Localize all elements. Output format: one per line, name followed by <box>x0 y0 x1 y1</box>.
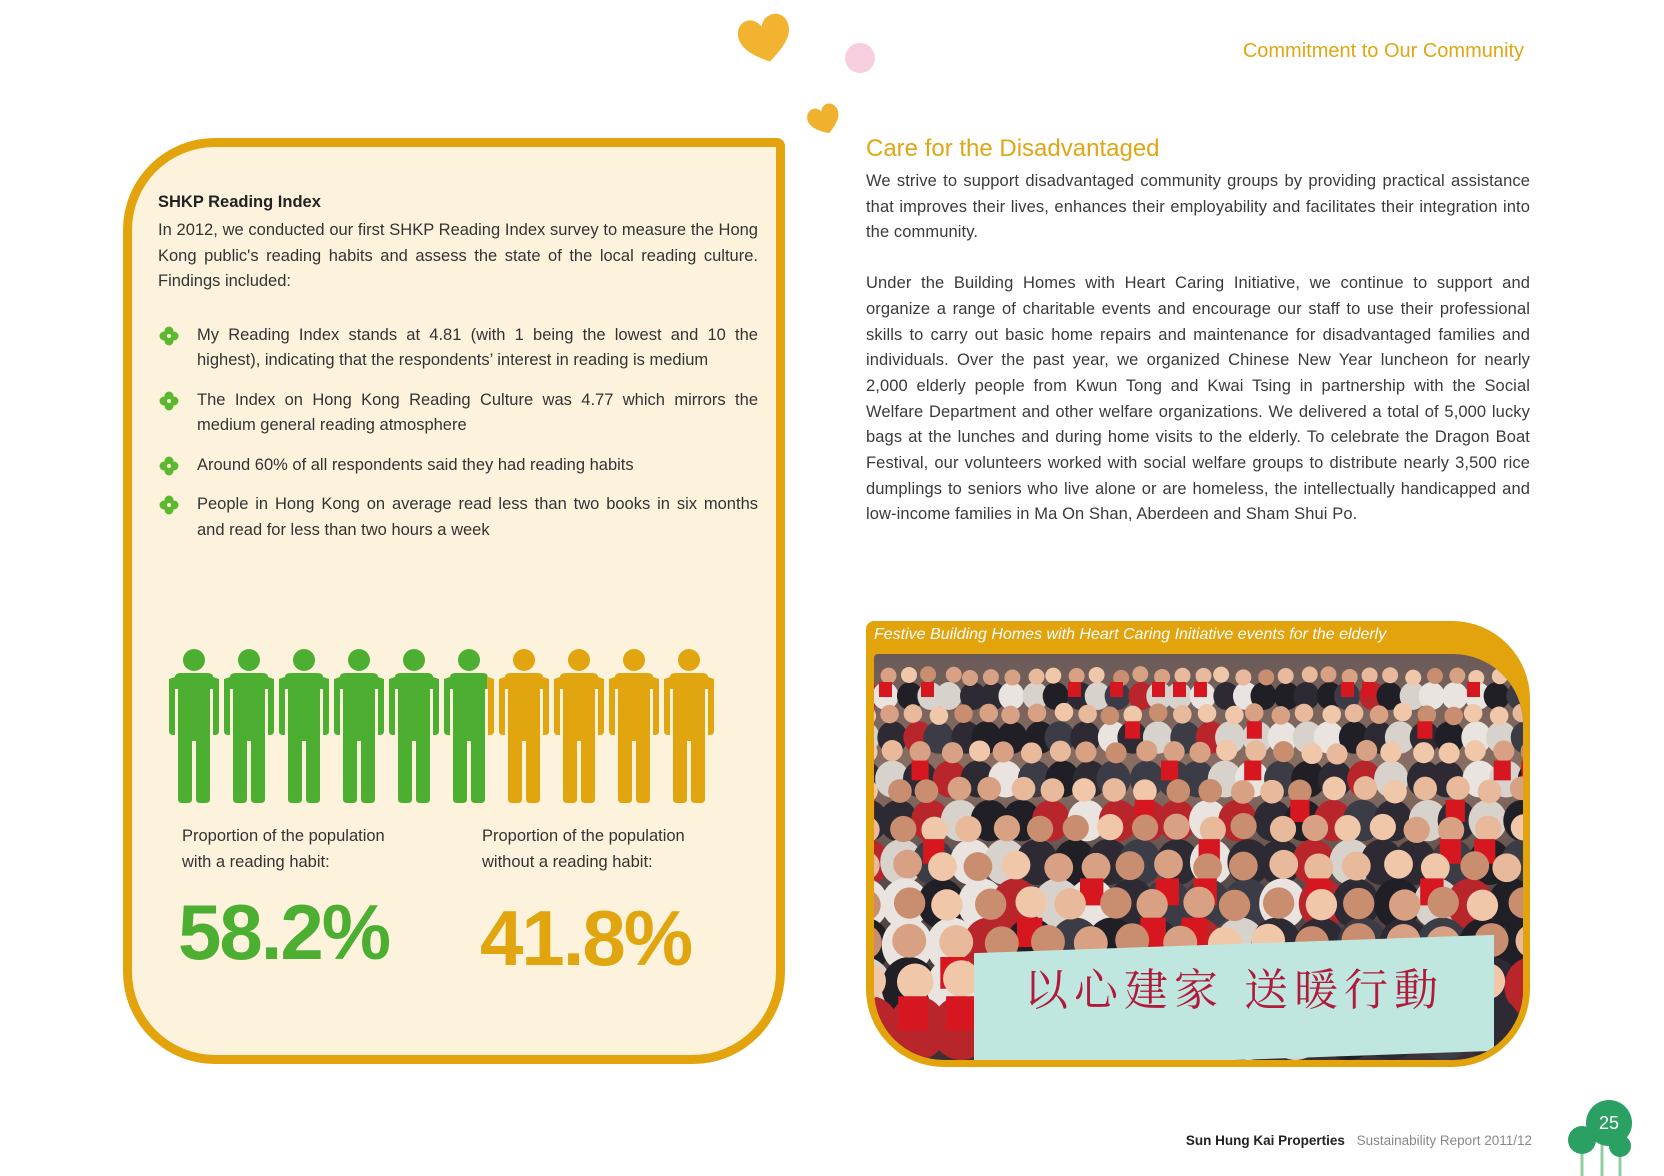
care-paragraph: We strive to support disadvantaged community groups by providing practical assistance that improves their lives, enhances their employability and facilitates their integration into the community. <box>866 172 1530 242</box>
with-habit-label-line: Proportion of the population <box>182 827 385 845</box>
finding-text: Around 60% of all respondents said they had reading habits <box>197 455 634 474</box>
photo-frame <box>866 621 1530 1067</box>
list-item <box>158 388 758 439</box>
heart-decoration-icon <box>842 42 878 74</box>
person-icon <box>334 649 384 803</box>
heart-decoration-icon <box>734 10 796 66</box>
list-item <box>158 453 758 479</box>
person-icon <box>169 649 219 803</box>
reading-index-panel <box>123 138 785 1064</box>
without-habit-label <box>482 823 685 875</box>
without-habit-percentage: 41.8% <box>480 894 692 982</box>
page-number: 25 <box>1586 1100 1632 1146</box>
clover-icon <box>158 325 180 347</box>
section-header-title: Commitment to Our Community <box>1242 40 1524 62</box>
person-icon <box>444 649 494 803</box>
care-section-title: Care for the Disadvantaged <box>866 135 1160 162</box>
list-item <box>158 323 758 374</box>
finding-text: People in Hong Kong on average read less than two books in six months and read for less than two hours a week <box>197 495 758 539</box>
without-habit-label-line: Proportion of the population <box>482 827 685 845</box>
finding-text: The Index on Hong Kong Reading Culture was 4.77 which mirrors the medium general reading atmosphere <box>197 390 758 434</box>
findings-list <box>158 323 758 544</box>
banner-text: 以心建家 送暖行動 <box>1024 965 1444 1016</box>
person-icon <box>499 649 549 803</box>
with-habit-percentage: 58.2% <box>178 888 390 976</box>
clover-icon <box>158 494 180 516</box>
reading-habit-infographic <box>167 649 727 809</box>
list-item <box>158 492 758 543</box>
heart-decoration-icon <box>804 100 844 138</box>
care-paragraph: Under the Building Homes with Heart Caring Initiative, we continue to support and organize a range of charitable events and encourage our staff to use their professional skills to carry out basic home repairs and maintenance for disadvantaged families and individuals. Over the past year, we organized Chinese New Year luncheon for nearly 2,000 elderly people from Kwun Tong and Kwai Tsing in partnership with the Social Welfare Department and other welfare organizations. We delivered a total of 5,000 lucky bags at the lunches and during home visits to the elderly. To celebrate the Dragon Boat Festival, our volunteers worked with social welfare groups to distribute nearly 3,500 rice dumplings to seniors who live alone or are homeless, the intellectually handicapped and low-income families in Ma On Shan, Aberdeen and Sham Shui Po. <box>866 274 1530 524</box>
photo-caption: Festive Building Homes with Heart Caring Initiative events for the elderly <box>874 626 1387 643</box>
clover-icon <box>158 455 180 477</box>
footer-company: Sun Hung Kai Properties <box>1185 1133 1345 1148</box>
footer-report: Sustainability Report 2011/12 <box>1356 1133 1532 1148</box>
person-icon <box>389 649 439 803</box>
care-section <box>866 135 1530 528</box>
person-icon <box>554 649 604 803</box>
with-habit-label-line: with a reading habit: <box>182 853 330 871</box>
reading-index-heading: SHKP Reading Index <box>158 193 321 211</box>
finding-text: My Reading Index stands at 4.81 (with 1 being the lowest and 10 the highest), indicating that the respondents’ interest in reading is medium <box>197 325 758 369</box>
person-icon <box>279 649 329 803</box>
event-photo <box>874 654 1523 1060</box>
person-icon <box>609 649 659 803</box>
person-icon <box>224 649 274 803</box>
person-icon <box>664 649 714 803</box>
without-habit-label-line: without a reading habit: <box>482 853 653 871</box>
with-habit-label <box>182 823 385 875</box>
footer <box>1186 1133 1532 1148</box>
reading-index-intro: In 2012, we conducted our first SHKP Reading Index survey to measure the Hong Kong public's reading habits and assess the state of the local reading culture. Findings included: <box>158 221 758 290</box>
clover-icon <box>158 390 180 412</box>
